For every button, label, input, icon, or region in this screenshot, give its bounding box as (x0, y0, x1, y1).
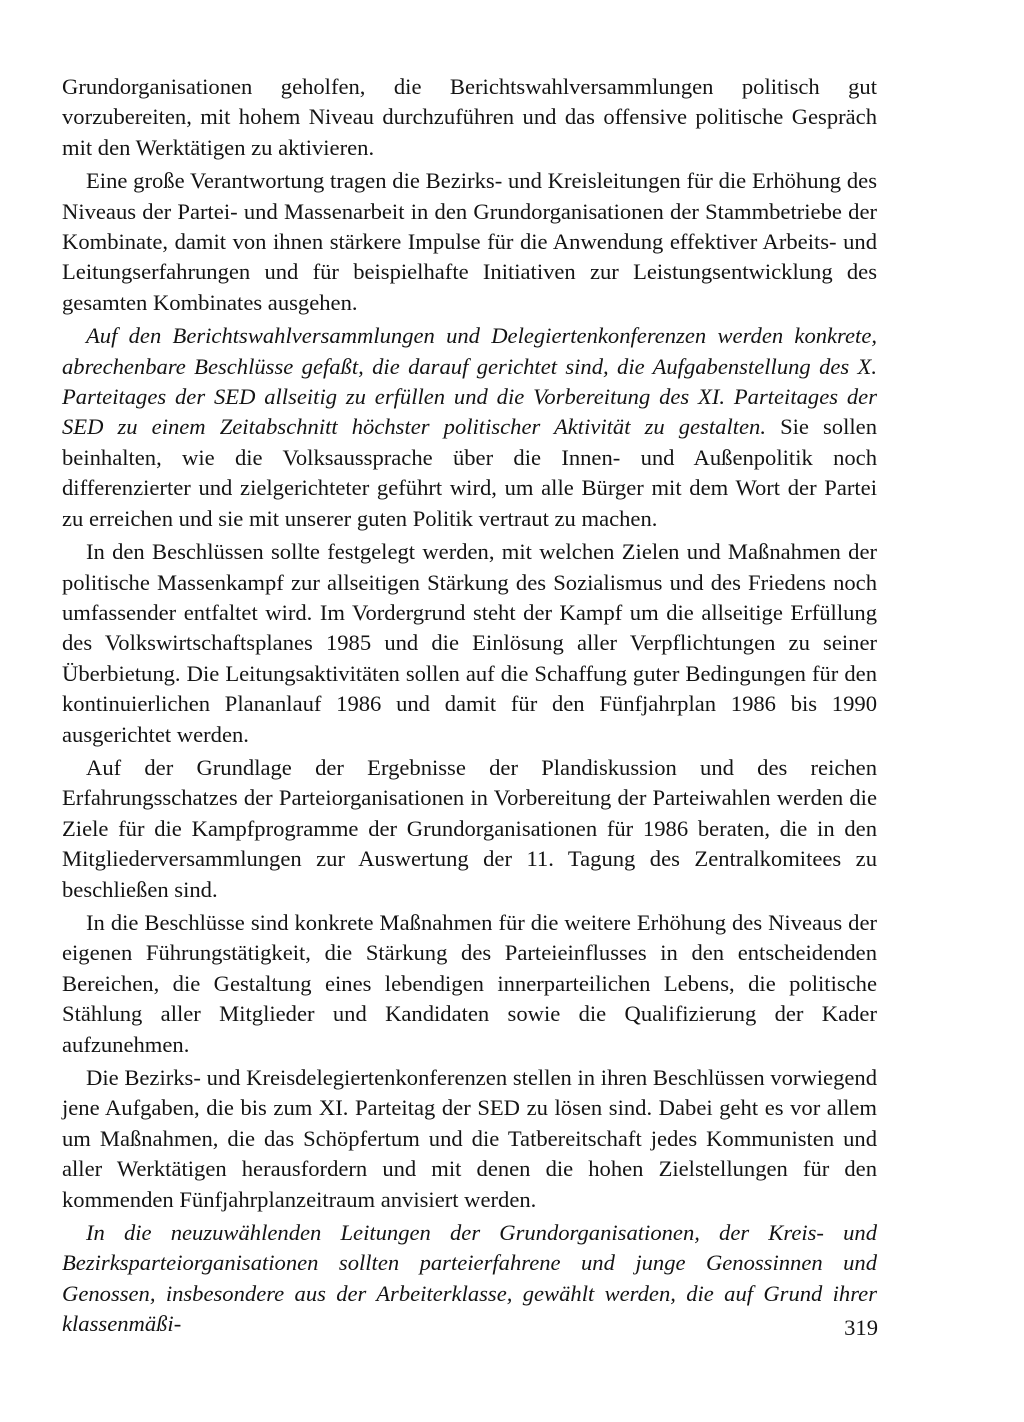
paragraph-1 (62, 72, 877, 163)
paragraph-4-text: In den Beschlüssen sollte festgelegt werden, mit welchen Zielen und Maßnahmen der politische Massenkampf zur allseitigen Stärkung des Sozialismus und des Friedens noch umfassender entfaltet wird. Im Vordergrund steht der Kampf um die allseitige Erfüllung des Volkswirtschaftsplanes 1985 und die Einlösung aller Verpflichtungen zu seiner Überbietung. Die Leitungsaktivitäten sollen auf die Schaffung guter Bedingungen für den kontinuierlichen Plananlauf 1986 und damit für den Fünfjahrplan 1986 bis 1990 ausgerichtet werden. (62, 539, 877, 747)
paragraph-6-text: In die Beschlüsse sind konkrete Maßnahmen für die weitere Erhöhung des Niveaus der eigenen Führungstätigkeit, die Stärkung des Parteieinflusses in den entscheidenden Bereichen, die Gestaltung eines lebendigen innerparteilichen Lebens, die politische Stählung aller Mitglieder und Kandidaten sowie die Qualifizierung der Kader aufzunehmen. (62, 909, 877, 1057)
paragraph-2 (62, 166, 877, 318)
paragraph-5-text: Auf der Grundlage der Ergebnisse der Plandiskussion und des reichen Erfahrungsschatzes der Parteiorganisationen in Vorbereitung der Parteiwahlen werden die Ziele für die Kampfprogramme der Grundorganisationen für 1986 beraten, die in den Mitgliederversammlungen zur Auswertung der 11. Tagung des Zentralkomitees zu beschließen sind. (62, 754, 877, 902)
paragraph-3-text: Sie sollen beinhalten, wie die Volksaussprache über die Innen- und Außenpolitik noch differenzierter und zielgerichteter geführt wird, um alle Bürger mit dem Wort der Partei zu erreichen und sie mit unserer guten Politik vertraut zu machen. (62, 414, 877, 531)
paragraph-1-text: Grundorganisationen geholfen, die Berichtswahlversammlungen politisch gut vorzubereiten, mit hohem Niveau durchzuführen und das offensive politische Gespräch mit den Werktätigen zu aktivieren. (62, 74, 877, 160)
paragraph-8-italic: In die neuzuwählenden Leitungen der Grundorganisationen, der Kreis- und Bezirksparteiorganisationen sollten parteierfahrene und junge Genossinnen und Genossen, insbesondere aus der Arbeiterklasse, gewählt werden, die auf Grund ihrer klassenmäßi- (62, 1220, 877, 1337)
paragraph-7-text: Die Bezirks- und Kreisdelegiertenkonferenzen stellen in ihren Beschlüssen vorwiegend jene Aufgaben, die bis zum XI. Parteitag der SED zu lösen sind. Dabei geht es vor allem um Maßnahmen, die das Schöpfertum und die Tatbereitschaft jedes Kommunisten und aller Werktätigen herausfordern und mit denen die hohen Zielstellungen für den kommenden Fünfjahrplanzeitraum anvisiert werden. (62, 1065, 877, 1212)
paragraph-2-text: Eine große Verantwortung tragen die Bezirks- und Kreisleitungen für die Erhöhung des Niveaus der Partei- und Massenarbeit in den Grundorganisationen der Stammbetriebe der Kombinate, damit von ihnen stärkere Impulse für die Anwendung effektiver Arbeits- und Leitungserfahrungen und für beispielhafte Initiativen zur Leistungsentwicklung des gesamten Kombinates ausgehen. (62, 168, 877, 315)
paragraph-3-italic: Auf den Berichtswahlversammlungen und Delegiertenkonferenzen werden konkrete, abrechenbare Beschlüsse gefaßt, die darauf gerichtet sind, die Aufgabenstellung des X. Parteitages der SED allseitig zu erfüllen und die Vorbereitung des XI. Parteitages der SED zu einem Zeitabschnitt höchster politischer Aktivität zu gestalten. (62, 323, 877, 440)
paragraph-4 (62, 537, 877, 750)
paragraph-6 (62, 908, 877, 1060)
paragraph-7 (62, 1063, 877, 1215)
document-body (62, 72, 877, 1343)
paragraph-3 (62, 321, 877, 534)
paragraph-5 (62, 753, 877, 905)
page-number: 319 (844, 1315, 878, 1340)
paragraph-8 (62, 1218, 877, 1340)
